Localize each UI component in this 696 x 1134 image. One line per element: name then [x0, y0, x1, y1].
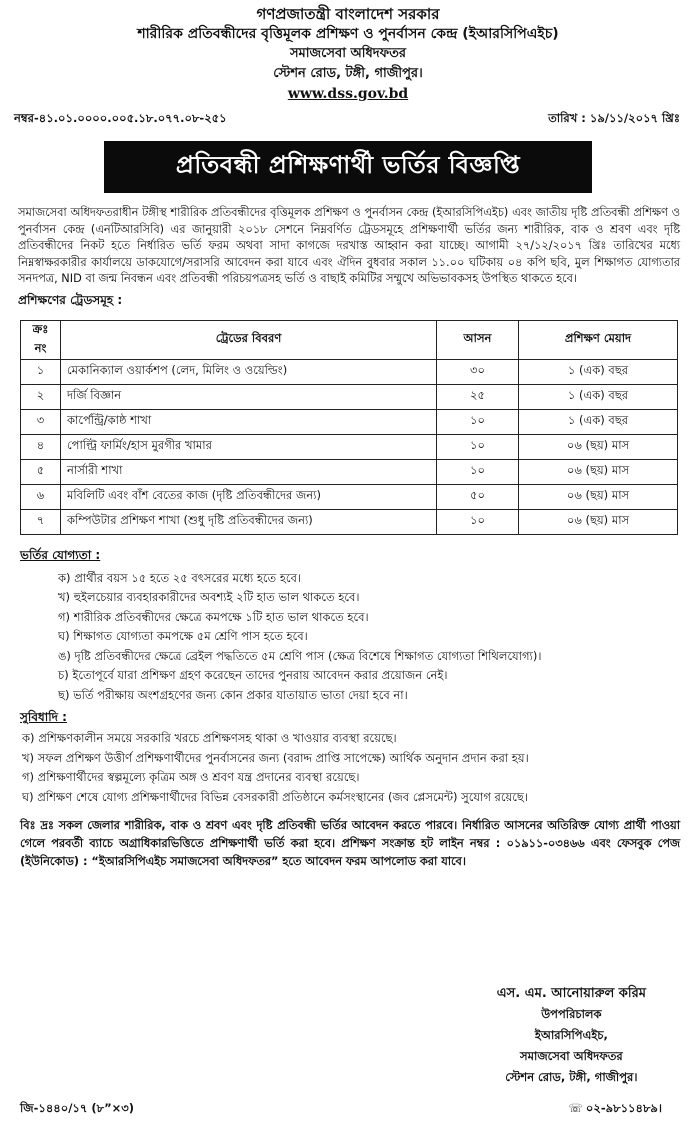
special-note: বিঃ দ্রঃ সকল জেলার শারীরিক, বাক ও শ্রবণ এবং দৃষ্টি প্রতিবন্ধী ভর্তির আবেদন করতে পারবে। নির্ধারিত আসনের অতিরিক্ত যোগ্য প্রার্থী পাওয়া গেলে পরবর্তী ব্যাচে অগ্রাধিকারভিত্তিতে প্রশিক্ষণার্থী ভর্তি করা হবে। প্রশিক্ষণ সংক্রান্ত হট লাইন নম্বর : ০১৯১১-০৩৪৬৬ এবং ফেসবুক পেজ (ইউনিকোড) : “ইআরসিপিএইচ সমাজসেবা অধিদফতর” হতে আবেদন ফরম আপলোড করা যাবে। [20, 819, 680, 869]
intro-paragraph: সমাজসেবা অধিদফতরাধীন টঙ্গীস্থ শারীরিক প্রতিবন্ধীদের বৃত্তিমূলক প্রশিক্ষণ ও পুনর্বাসন কেন্দ্র (ইআরসিপিএইচ) এবং জাতীয় দৃষ্টি প্রতিবন্ধী প্রশিক্ষণ ও পুনর্বাসন কেন্দ্র (এনটিআরসিবি) এর জানুয়ারী ২০১৮ সেশনে নিম্নবর্ণিত ট্রেডসমূহে প্রশিক্ষণার্থী ভর্তির জন্য শারীরিক, বাক ও শ্রবণ এবং দৃষ্টি প্রতিবন্ধীদের নিকট হতে নির্ধারিত ভর্তি ফরম অথবা সাদা কাগজে দরখাস্ত আহ্বান করা যাচ্ছে। আগামী ২৭/১২/২০১৭ খ্রিঃ তারিখের মধ্যে নিম্নস্বাক্ষরকারীর কার্যালয়ে ডাকযোগে/সরাসরি আবেদন করা যাবে এবং ঐদিন বুধবার সকাল ১১.০০ ঘটিকায় ০৪ কপি ছবি, মুল শিক্ষাগত যোগ্যতার সনদপত্র, NID বা জন্ম নিবন্ধন এবং প্রতিবন্ধী পরিচয়পত্রসহ ভর্তি ও বাছাই কমিটির সম্মুখে অভিভাবকসহ উপস্থিত থাকতে হবে। [18, 206, 680, 286]
cell-duration: ০৬ (ছয়) মাস [519, 509, 678, 534]
col-serial: ক্রঃ নং [21, 320, 61, 359]
cell-seats: ১০ [437, 434, 519, 459]
phone-icon: ☏ [568, 1101, 583, 1115]
list-item: গ) শারীরিক প্রতিবন্ধীদের ক্ষেত্রে কমপক্ষে ১টি হাত ভাল থাকতে হবে। [58, 609, 369, 624]
list-item: ক) প্রশিক্ষণকালীন সময়ে সরকারি খরচে প্রশিক্ষণসহ থাকা ও খাওয়ার ব্যবস্থা রয়েছে। [22, 731, 397, 746]
cell-seats: ৩০ [437, 359, 519, 384]
cell-serial: ৫ [21, 459, 61, 484]
cell-serial: ৭ [21, 509, 61, 534]
department-name: সমাজসেবা অধিদফতর [289, 46, 407, 61]
reference-line [8, 110, 688, 129]
issue-date: তারিখ : ১৯/১১/২০১৭ খ্রিঃ [548, 111, 680, 125]
col-duration: প্রশিক্ষণ মেয়াদ [519, 320, 678, 359]
facilities-list [8, 729, 688, 807]
footer [20, 1100, 662, 1119]
list-item: ছ) ভর্তি পরীক্ষায় অংশগ্রহণের জন্য কোন প্রকার যাতায়াত ভাতা দেয়া হবে না। [58, 687, 408, 702]
facilities-heading: সুবিধাদি : [20, 710, 67, 725]
center-name: শারীরিক প্রতিবন্ধীদের বৃত্তিমূলক প্রশিক্ষণ ও পুনর্বাসন কেন্দ্র (ইআরসিপিএইচ) [137, 26, 559, 42]
notice-title-banner: প্রতিবন্ধী প্রশিক্ষণার্থী ভর্তির বিজ্ঞপ্তি [104, 141, 592, 193]
cell-seats: ১০ [437, 409, 519, 434]
eligibility-list [8, 569, 688, 706]
signatory-title: উপপরিচালক [541, 1007, 602, 1021]
table-row [21, 459, 678, 484]
office-address: স্টেশন রোড, টঙ্গী, গাজীপুর। [273, 66, 423, 81]
notice-page [8, 0, 688, 1134]
cell-duration: ১ (এক) বছর [519, 359, 678, 384]
list-item: খ) হুইলচেয়ার ব্যবহারকারীদের অবশ্যই ২টি হাত ভাল থাকতে হবে। [58, 590, 360, 605]
memo-number: নম্বর-৪১.০১.০০০০.০০৫.১৮.০৭৭.০৮-২৫১ [14, 111, 227, 125]
col-seats: আসন [437, 320, 519, 359]
cell-trade: নার্সারী শাখা [61, 459, 437, 484]
list-item: ক) প্রার্থীর বয়স ১৫ হতে ২৫ বৎসরের মধ্যে হতে হবে। [58, 570, 302, 585]
cell-trade: মবিলিটি এবং বাঁশ বেতের কাজ (দৃষ্টি প্রতিবন্ধীদের জন্য) [61, 484, 437, 509]
list-item: খ) সফল প্রশিক্ষণ উত্তীর্ণ প্রশিক্ষণার্থীদের পুনর্বাসনের জন্য (বরাদ্দ প্রাপ্তি সাপেক্ষে) আর্থিক অনুদান প্রদান করা হয়। [22, 750, 529, 765]
list-item: গ) প্রশিক্ষণার্থীদের স্বল্পমূল্যে কৃত্রিম অঙ্গ ও শ্রবণ যন্ত্র প্রদানের ব্যবস্থা রয়েছে। [22, 770, 360, 785]
cell-seats: ২৫ [437, 384, 519, 409]
table-row [21, 484, 678, 509]
cell-seats: ১০ [437, 509, 519, 534]
cell-duration: ১ (এক) বছর [519, 384, 678, 409]
trades-heading: প্রশিক্ষণের ট্রেডসমূহ : [18, 292, 123, 307]
cell-duration: ০৬ (ছয়) মাস [519, 459, 678, 484]
cell-trade: কম্পিউটার প্রশিক্ষণ শাখা (শুধু দৃষ্টি প্রতিবন্ধীদের জন্য) [61, 509, 437, 534]
letterhead [8, 4, 688, 104]
list-item: ঘ) শিক্ষাগত যোগ্যতা কমপক্ষে ৫ম শ্রেণি পাস হতে হবে। [58, 629, 308, 644]
table-row [21, 509, 678, 534]
phone-number: ০২-৯৮১১৪৮৯। [585, 1101, 662, 1115]
cell-serial: ৪ [21, 434, 61, 459]
table-header-row [21, 320, 678, 359]
cell-trade: দর্জি বিজ্ঞান [61, 384, 437, 409]
table-row [21, 359, 678, 384]
cell-duration: ০৬ (ছয়) মাস [519, 484, 678, 509]
government-name: গণপ্রজাতন্ত্রী বাংলাদেশ সরকার [256, 5, 440, 23]
list-item: ঘ) প্রশিক্ষণ শেষে যোগ্য প্রশিক্ষণার্থীদের বিভিন্ন বেসরকারী প্রতিষ্ঠানে কর্মসংস্থানের (জব প্লেসমেন্ট) সুযোগ রয়েছে। [22, 789, 528, 804]
signatory-address: স্টেশন রোড, টঙ্গী, গাজীপুর। [505, 1070, 638, 1084]
cell-seats: ১০ [437, 459, 519, 484]
cell-duration: ০৬ (ছয়) মাস [519, 434, 678, 459]
cell-trade: পোল্ট্রি ফার্মিং/হাস মুরগীর খামার [61, 434, 437, 459]
cell-serial: ২ [21, 384, 61, 409]
print-code: জি-১৪৪০/১৭ (৮”×৩) [20, 1101, 135, 1115]
cell-serial: ৩ [21, 409, 61, 434]
contact-phone [569, 1100, 662, 1119]
website-link[interactable]: www.dss.gov.bd [287, 86, 409, 102]
cell-seats: ৫০ [437, 484, 519, 509]
col-trade: ট্রেডের বিবরণ [61, 320, 437, 359]
cell-serial: ১ [21, 359, 61, 384]
table-row [21, 409, 678, 434]
table-row [21, 434, 678, 459]
list-item: ঙ) দৃষ্টি প্রতিবন্ধীদের ক্ষেত্রে ব্রেইল পদ্ধতিতে ৫ম শ্রেণি পাস (ক্ষেত্র বিশেষে শিক্ষাগত যোগ্যতা শিথিলযোগ্য)। [58, 648, 542, 663]
cell-serial: ৬ [21, 484, 61, 509]
trades-table [20, 320, 678, 535]
cell-trade: কার্পেন্ট্রি/কাষ্ঠ শাখা [61, 409, 437, 434]
signatory-org: ইআরসিপিএইচ, [534, 1028, 608, 1042]
cell-duration: ১ (এক) বছর [519, 409, 678, 434]
signatory-name: এস. এম. আনোয়ারুল করিম [496, 986, 646, 1001]
table-row [21, 384, 678, 409]
eligibility-heading: ভর্তির যোগ্যতা : [20, 547, 101, 562]
signatory-dept: সমাজসেবা অধিদফতর [520, 1049, 623, 1063]
cell-trade: মেকানিক্যাল ওয়ার্কশপ (লেদ, মিলিং ও ওয়েল্ডিং) [61, 359, 437, 384]
list-item: চ) ইতোপূর্বে যারা প্রশিক্ষণ গ্রহণ করেছেন তাদের পুনরায় আবেদন করার প্রয়োজন নেই। [58, 668, 448, 683]
signature-block [497, 983, 646, 1088]
